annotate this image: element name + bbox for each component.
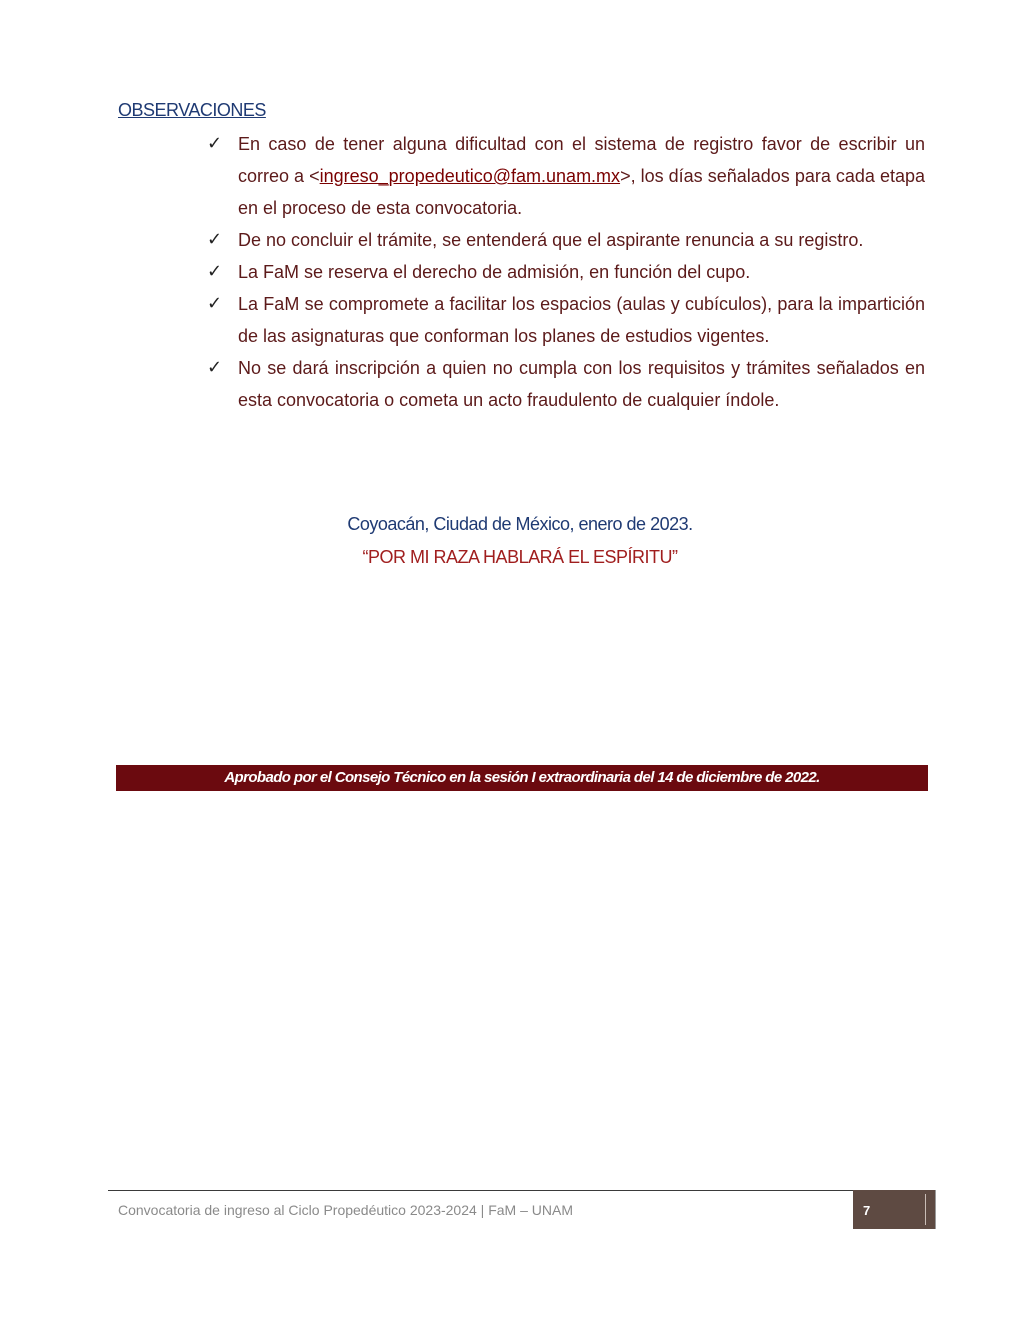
list-item-text: La FaM se reserva el derecho de admisión, en función del cupo. — [238, 262, 751, 282]
list-item — [207, 288, 925, 352]
footer-divider — [108, 1190, 853, 1191]
list-item — [207, 128, 925, 224]
approval-banner: Aprobado por el Consejo Técnico en la sesión I extraordinaria del 14 de diciembre de 2022. — [116, 765, 928, 791]
closing-motto: “POR MI RAZA HABLARÁ EL ESPÍRITU” — [362, 547, 678, 567]
section-heading-observaciones: OBSERVACIONES — [118, 100, 266, 120]
observaciones-list — [207, 128, 925, 416]
checkmark-icon: ✓ — [207, 261, 223, 282]
list-item-text: En caso de tener alguna dificultad con el sistema de registro favor de escribir un correo a < — [238, 134, 925, 186]
closing-place-date: Coyoacán, Ciudad de México, enero de 2023. — [347, 514, 693, 534]
list-item-text: De no concluir el trámite, se entenderá que el aspirante renuncia a su registro. — [238, 230, 864, 250]
page-number: 7 — [863, 1203, 871, 1218]
list-item-text: No se dará inscripción a quien no cumpla con los requisitos y trámites señalados en esta convocatoria o cometa un acto fraudulento de cualquier índole. — [238, 358, 925, 410]
list-item — [207, 352, 925, 416]
email-link[interactable]: ingreso_propedeutico@fam.unam.mx — [319, 166, 621, 186]
list-item-text: >, los días señalados para cada etapa en el proceso de esta convocatoria. — [238, 166, 926, 218]
list-item — [207, 224, 925, 256]
list-item-text: La FaM se compromete a facilitar los espacios (aulas y cubículos), para la impartición de las asignaturas que conforman los planes de estudios vigentes. — [238, 294, 925, 346]
checkmark-icon: ✓ — [207, 357, 223, 378]
checkmark-icon: ✓ — [207, 293, 223, 314]
checkmark-icon: ✓ — [207, 133, 223, 154]
list-item — [207, 256, 925, 288]
footer-text: Convocatoria de ingreso al Ciclo Propedéutico 2023-2024 | FaM – UNAM — [118, 1202, 573, 1218]
checkmark-icon: ✓ — [207, 229, 223, 250]
page-box-divider — [925, 1194, 926, 1225]
